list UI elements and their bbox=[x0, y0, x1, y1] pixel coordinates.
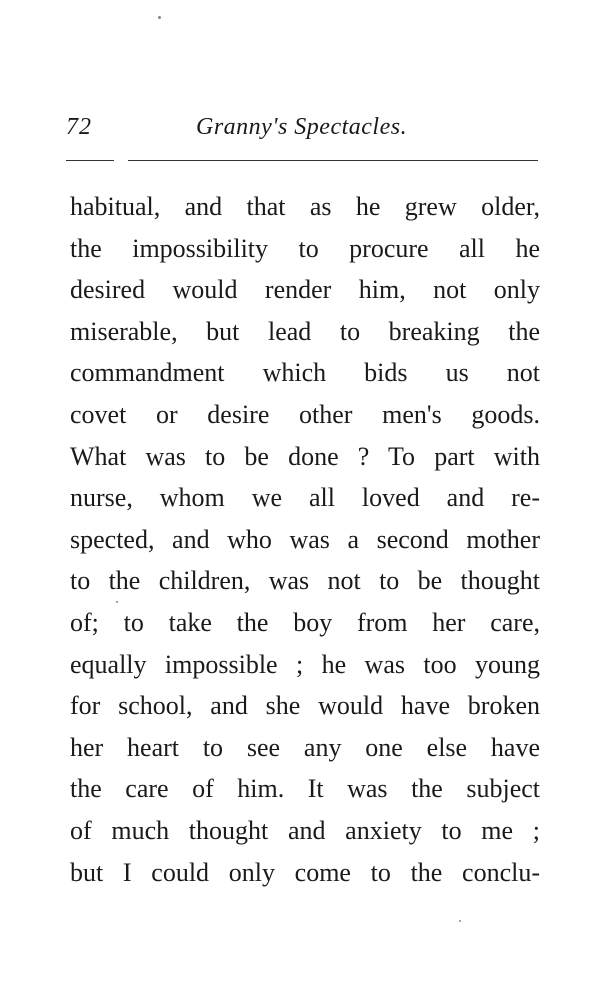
header-rule-long bbox=[128, 160, 538, 161]
page-number: 72 bbox=[66, 114, 92, 140]
paper-speck bbox=[158, 16, 161, 19]
text-line: equally impossible ; he was too young bbox=[70, 649, 540, 679]
text-line: her heart to see any one else have bbox=[70, 732, 540, 762]
text-line: for school, and she would have broken bbox=[70, 691, 540, 721]
paper-speck bbox=[116, 601, 118, 603]
paper-speck bbox=[459, 920, 461, 922]
text-line: commandment which bids us not bbox=[70, 358, 540, 388]
text-line: covet or desire other men's goods. bbox=[70, 399, 540, 429]
text-line: the care of him. It was the subject bbox=[70, 774, 540, 804]
text-line: of much thought and anxiety to me ; bbox=[70, 815, 540, 845]
text-line: of; to take the boy from her care, bbox=[70, 607, 540, 637]
text-line: spected, and who was a second mother bbox=[70, 524, 540, 554]
body-text bbox=[70, 186, 540, 893]
header-rule-short bbox=[66, 160, 114, 161]
text-line: miserable, but lead to breaking the bbox=[70, 316, 540, 346]
running-head bbox=[66, 114, 538, 148]
text-line: desired would render him, not only bbox=[70, 275, 540, 305]
text-line: but I could only come to the conclu- bbox=[70, 857, 540, 887]
running-title: Granny's Spectacles. bbox=[196, 114, 408, 140]
text-line: habitual, and that as he grew older, bbox=[70, 192, 540, 221]
text-line: What was to be done ? To part with bbox=[70, 441, 540, 471]
text-line: nurse, whom we all loved and re- bbox=[70, 483, 540, 513]
text-line: the impossibility to procure all he bbox=[70, 233, 540, 263]
text-line: to the children, was not to be thought bbox=[70, 566, 540, 596]
